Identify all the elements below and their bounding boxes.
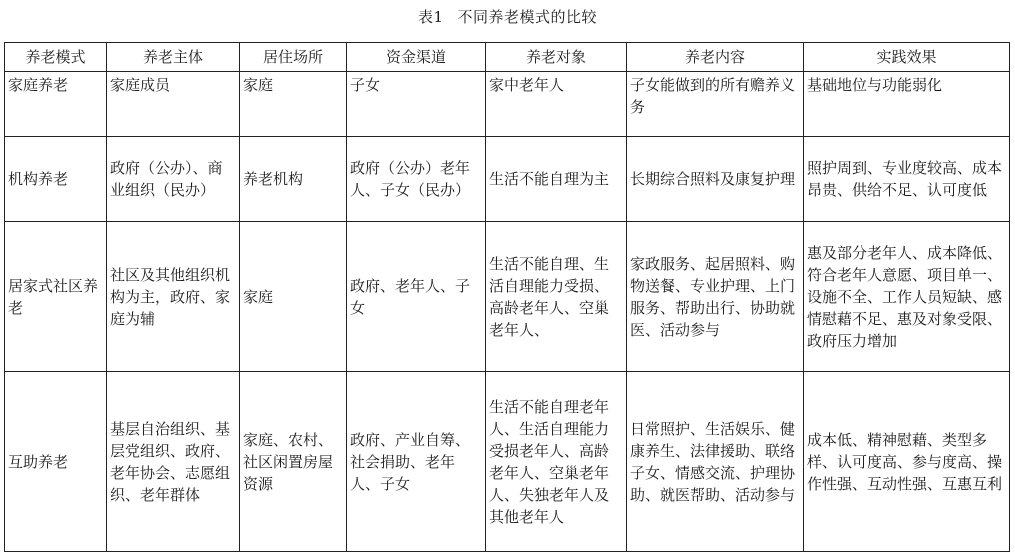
cell-effect: 成本低、精神慰藉、类型多样、认可度高、参与度高、操作性强、互动性强、互惠互利 [804,372,1010,552]
table-row [5,372,1010,552]
cell-effect: 基础地位与功能弱化 [804,72,1010,137]
cell-content: 日常照护、生活娱乐、健康养生、法律援助、联络子女、情感交流、护理协助、就医帮助、活动参与 [627,372,804,552]
header-mode: 养老模式 [5,43,107,72]
cell-target: 生活不能自理老年人、生活自理能力受损老年人、高龄老年人、空巢老年人、失独老年人及其他老年人 [486,372,627,552]
cell-residence: 家庭 [240,222,347,372]
header-provider: 养老主体 [107,43,240,72]
table-title: 不同养老模式的比较 [457,8,598,26]
table-caption [0,6,1015,28]
header-content: 养老内容 [627,43,804,72]
cell-target: 家中老年人 [486,72,627,137]
cell-residence: 家庭、农村、社区闲置房屋资源 [240,372,347,552]
table-row [5,72,1010,137]
table-header-row [5,43,1010,72]
cell-mode: 居家式社区养老 [5,222,107,372]
cell-mode: 家庭养老 [5,72,107,137]
cell-funding: 政府、产业自筹、社会捐助、老年人、子女 [347,372,486,552]
cell-content: 长期综合照料及康复护理 [627,137,804,222]
cell-funding: 政府（公办）老年人、子女（民办） [347,137,486,222]
cell-provider: 基层自治组织、基层党组织、政府、老年协会、志愿组织、老年群体 [107,372,240,552]
table-row [5,222,1010,372]
cell-residence: 养老机构 [240,137,347,222]
cell-mode: 互助养老 [5,372,107,552]
cell-funding: 政府、老年人、子女 [347,222,486,372]
cell-funding: 子女 [347,72,486,137]
cell-content: 子女能做到的所有赡养义务 [627,72,804,137]
cell-target: 生活不能自理、生活自理能力受损、高龄老年人、空巢老年人、 [486,222,627,372]
cell-target: 生活不能自理为主 [486,137,627,222]
cell-provider: 政府（公办）、商业组织（民办） [107,137,240,222]
cell-effect: 照护周到、专业度较高、成本昂贵、供给不足、认可度低 [804,137,1010,222]
cell-mode: 机构养老 [5,137,107,222]
cell-provider: 社区及其他组织机构为主，政府、家庭为辅 [107,222,240,372]
table-number: 表1 [417,8,444,26]
header-target: 养老对象 [486,43,627,72]
table-row [5,137,1010,222]
cell-residence: 家庭 [240,72,347,137]
header-funding: 资金渠道 [347,43,486,72]
comparison-table [4,42,1010,552]
header-effect: 实践效果 [804,43,1010,72]
header-residence: 居住场所 [240,43,347,72]
cell-provider: 家庭成员 [107,72,240,137]
cell-content: 家政服务、起居照料、购物送餐、专业护理、上门服务、帮助出行、协助就医、活动参与 [627,222,804,372]
cell-effect: 惠及部分老年人、成本降低、符合老年人意愿、项目单一、设施不全、工作人员短缺、感情慰藉不足、惠及对象受限、政府压力增加 [804,222,1010,372]
